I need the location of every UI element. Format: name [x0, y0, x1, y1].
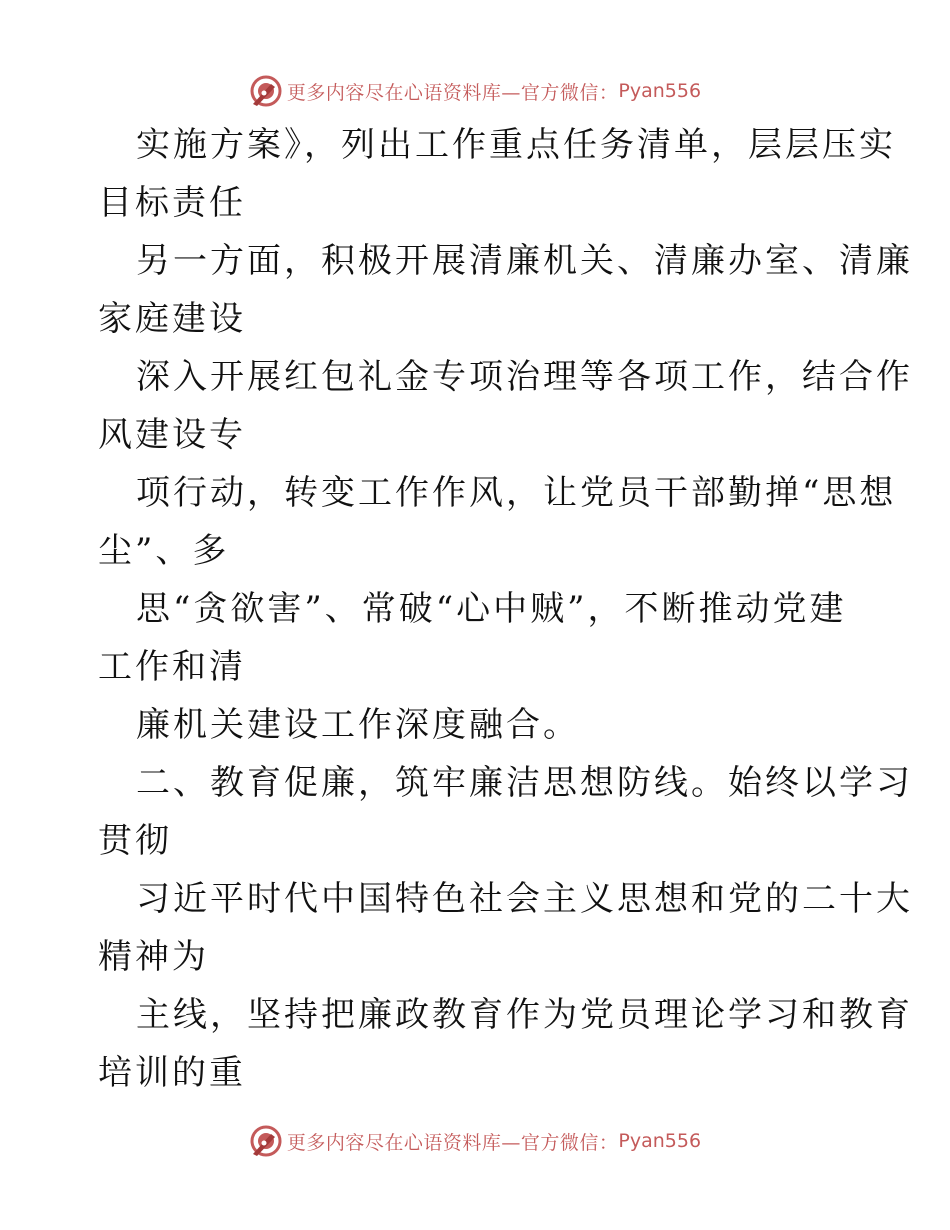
header-watermark-banner: [0, 71, 950, 111]
footer-banner-text: 更多内容尽在心语资料库—官方微信：: [286, 1131, 619, 1154]
body-line: 项行动，转变工作作风，让党员干部勤掸“思想: [136, 473, 897, 513]
footer-banner-handle: Pyan556: [618, 1130, 702, 1152]
body-line: 廉机关建设工作深度融合。: [136, 705, 580, 745]
body-line: 精神为: [98, 937, 209, 977]
body-line: 主线，坚持把廉政教育作为党员理论学习和教育: [136, 995, 913, 1035]
body-line: 二、教育促廉，筑牢廉洁思想防线。始终以学习: [136, 763, 913, 803]
body-line: 目标责任: [98, 183, 246, 223]
body-line: 家庭建设: [98, 299, 246, 339]
body-line: 培训的重: [98, 1053, 246, 1093]
document-body: [98, 116, 913, 1102]
body-line: 另一方面，积极开展清廉机关、清廉办室、清廉: [136, 241, 913, 281]
body-line: 尘”、多: [98, 531, 230, 571]
pen-logo-icon: [249, 74, 283, 108]
header-banner-handle: Pyan556: [618, 80, 702, 102]
pen-logo-icon: [249, 1124, 283, 1158]
header-banner-text: 更多内容尽在心语资料库—官方微信：: [286, 81, 619, 104]
body-line: 思“贪欲害”、常破“心中贼”，不断推动党建: [136, 589, 847, 629]
body-line: 工作和清: [98, 647, 246, 687]
body-line: 习近平时代中国特色社会主义思想和党的二十大: [136, 879, 913, 919]
body-line: 实施方案》，列出工作重点任务清单，层层压实: [136, 125, 896, 165]
body-line: 贯彻: [98, 821, 172, 861]
footer-watermark-banner: [0, 1121, 950, 1161]
body-line: 深入开展红包礼金专项治理等各项工作，结合作: [136, 357, 913, 397]
body-line: 风建设专: [98, 415, 246, 455]
